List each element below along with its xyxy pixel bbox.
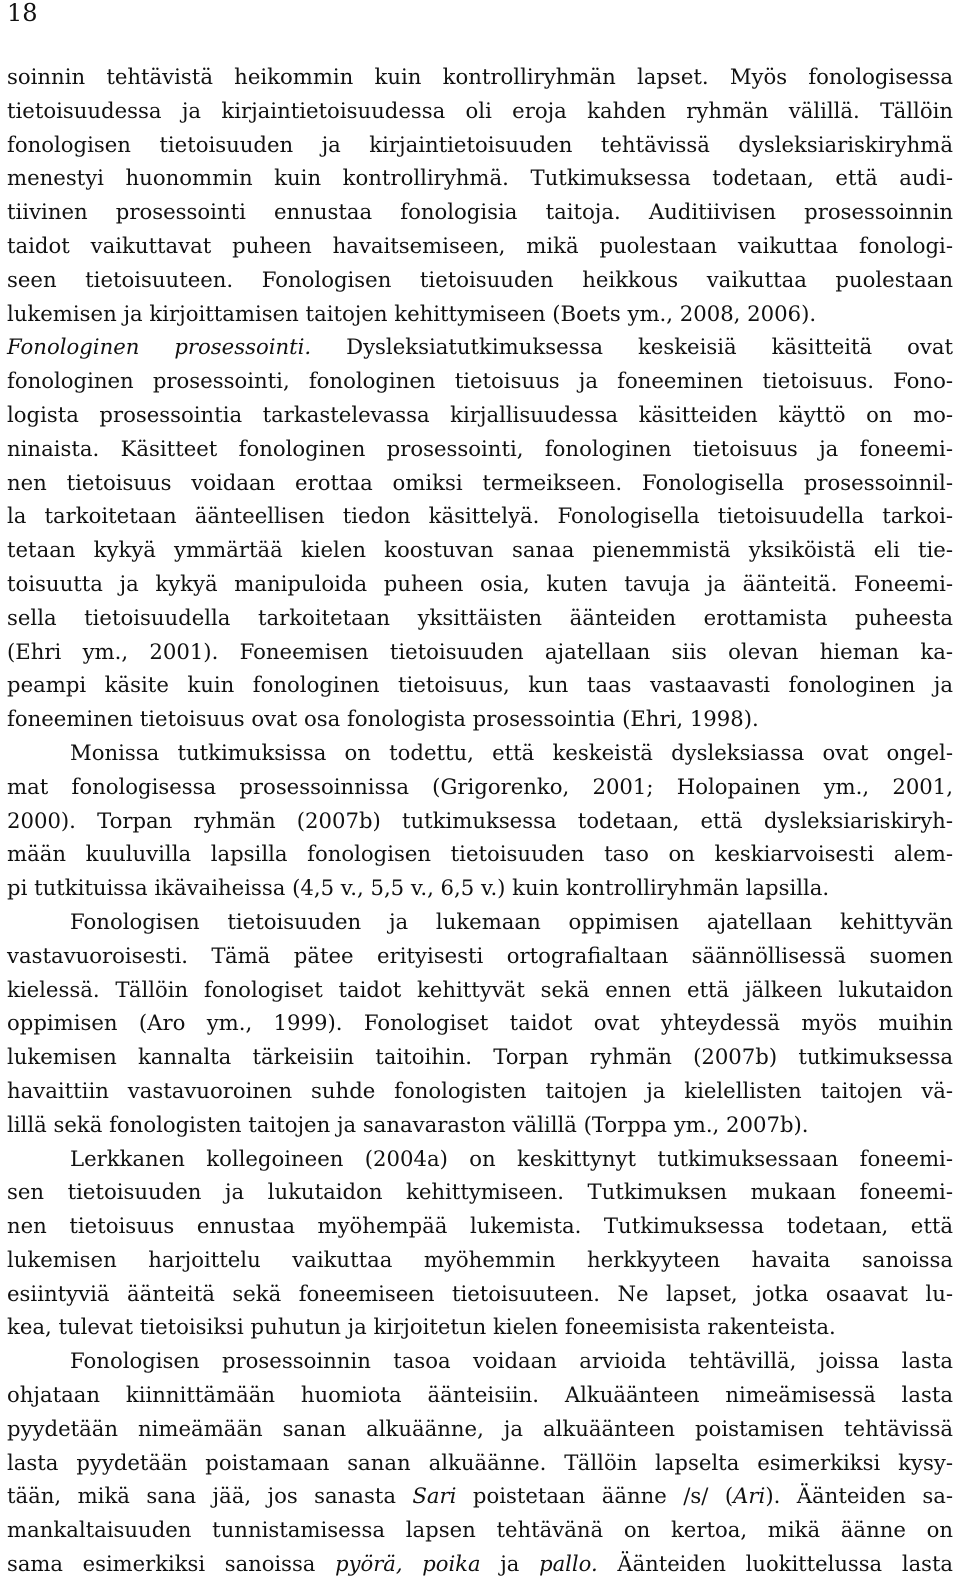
text-segment: poistetaan äänne /s/ ( <box>456 1483 734 1509</box>
text-segment: nen tietoisuus ennustaa myöhempää lukemista. Tutkimuksessa todetaan, että <box>7 1213 953 1239</box>
text-segment: vastavuoroisesti. Tämä pätee erityisesti ortografialtaan säännöllisessä suomen <box>7 942 953 968</box>
page-number: 18 <box>7 0 38 27</box>
paragraph <box>7 60 953 330</box>
text-segment: 2000). Torpan ryhmän (2007b) tutkimuksessa todetaan, että dysleksiariskiryh- <box>7 807 953 833</box>
text-line <box>7 973 953 1007</box>
text-segment: Dysleksiatutkimuksessa keskeisiä käsitteitä ovat <box>311 334 953 360</box>
text-segment: soinnin tehtävistä heikommin kuin kontrolliryhmän lapset. Myös fonologisessa <box>7 64 953 89</box>
text-line <box>7 668 953 702</box>
text-line <box>7 94 953 128</box>
paragraph <box>7 736 953 905</box>
text-line <box>7 770 953 804</box>
text-segment: kielessä. Tällöin fonologiset taidot kehittyvät sekä ennen että jälkeen lukutaidon <box>7 976 953 1002</box>
text-segment: ). Äänteiden sa- <box>765 1483 953 1509</box>
text-line <box>7 364 953 398</box>
text-line <box>7 330 953 364</box>
text-line <box>7 263 953 297</box>
text-segment: ohjataan kiinnittämään huomiota äänteisiin. Alkuäänteen nimeämisessä lasta <box>7 1382 953 1408</box>
paragraph <box>7 1344 953 1581</box>
text-line <box>7 1446 953 1480</box>
text-segment: nen tietoisuus voidaan erottaa omiksi termeikseen. Fonologisella prosessoinnil- <box>7 469 953 495</box>
text-segment: fonologinen prosessointi, fonologinen tietoisuus ja foneeminen tietoisuus. Fono- <box>7 368 953 394</box>
text-segment: ja <box>480 1551 540 1577</box>
italic-text: Fonologinen prosessointi. <box>7 334 312 360</box>
text-segment: fonologisen tietoisuuden ja kirjaintietoisuuden tehtävissä dysleksiariskiryhmä <box>7 131 953 157</box>
text-segment: lukemisen ja kirjoittamisen taitojen kehittymiseen (Boets ym., 2008, 2006). <box>7 300 817 326</box>
text-segment: pi tutkituissa ikävaiheissa (4,5 v., 5,5 v., 6,5 v.) kuin kontrolliryhmän lapsilla. <box>7 875 830 901</box>
body-text <box>7 60 953 1581</box>
text-segment: oppimisen (Aro ym., 1999). Fonologiset taidot ovat yhteydessä myös muihin <box>7 1010 953 1036</box>
italic-text: pyörä, poika <box>335 1551 481 1577</box>
text-segment: Fonologisen tietoisuuden ja lukemaan oppimisen ajatellaan kehittyvän <box>70 908 953 934</box>
text-segment: ninaista. Käsitteet fonologinen prosessointi, fonologinen tietoisuus ja foneemi- <box>7 435 953 461</box>
text-line <box>7 1006 953 1040</box>
text-segment: sella tietoisuudella tarkoitetaan yksittäisten äänteiden erottamista puheesta <box>7 604 953 630</box>
text-line <box>7 905 953 939</box>
text-line <box>7 1108 953 1142</box>
text-segment: mat fonologisessa prosessoinnissa (Grigorenko, 2001; Holopainen ym., 2001, <box>7 773 953 799</box>
text-line <box>7 1344 953 1378</box>
text-line <box>7 466 953 500</box>
text-segment: foneeminen tietoisuus ovat osa fonologista prosessointia (Ehri, 1998). <box>7 706 759 732</box>
text-segment: seen tietoisuuteen. Fonologisen tietoisuuden heikkous vaikuttaa puolestaan <box>7 266 953 292</box>
text-segment: logista prosessointia tarkastelevassa kirjallisuudessa käsitteiden käyttö on mo- <box>7 401 953 427</box>
text-segment: tietoisuudessa ja kirjaintietoisuudessa oli eroja kahden ryhmän välillä. Tällöin <box>7 97 953 123</box>
text-segment: Monissa tutkimuksissa on todettu, että keskeistä dysleksiassa ovat ongel- <box>70 739 953 765</box>
paragraph <box>7 905 953 1142</box>
text-line <box>7 567 953 601</box>
text-line <box>7 702 953 736</box>
text-line <box>7 1378 953 1412</box>
text-segment: kea, tulevat tietoisiksi puhutun ja kirjoitetun kielen foneemisista rakenteista. <box>7 1314 836 1340</box>
text-line <box>7 635 953 669</box>
text-segment: lukemisen kannalta tärkeisiin taitoihin. Torpan ryhmän (2007b) tutkimuksessa <box>7 1044 953 1070</box>
text-segment: mankaltaisuuden tunnistamisessa lapsen tehtävänä on kertoa, mikä äänne on <box>7 1517 953 1543</box>
paragraph <box>7 330 953 736</box>
paragraph <box>7 1142 953 1345</box>
text-segment: Lerkkanen kollegoineen (2004a) on keskittynyt tutkimuksessaan foneemi- <box>70 1145 953 1171</box>
italic-text: Sari <box>412 1483 457 1509</box>
text-segment: (Ehri ym., 2001). Foneemisen tietoisuuden ajatellaan siis olevan hieman ka- <box>7 638 953 664</box>
text-segment: tiivinen prosessointi ennustaa fonologisia taitoja. Auditiivisen prosessoinnin <box>7 199 953 225</box>
text-line <box>7 871 953 905</box>
text-line <box>7 128 953 162</box>
text-segment: menestyi huonommin kuin kontrolliryhmä. Tutkimuksessa todetaan, että audi- <box>7 165 953 191</box>
text-line <box>7 1209 953 1243</box>
text-segment: toisuutta ja kykyä manipuloida puheen osia, kuten tavuja ja äänteitä. Foneemi- <box>7 570 953 596</box>
text-line <box>7 195 953 229</box>
text-segment: sama esimerkiksi sanoissa <box>7 1551 336 1577</box>
text-line <box>7 398 953 432</box>
text-line <box>7 161 953 195</box>
text-segment: lillä sekä fonologisten taitojen ja sanavaraston välillä (Torppa ym., 2007b). <box>7 1111 809 1137</box>
text-line <box>7 1277 953 1311</box>
text-line <box>7 1513 953 1547</box>
text-segment: lasta pyydetään poistamaan sanan alkuäänne. Tällöin lapselta esimerkiksi kysy- <box>7 1449 953 1475</box>
text-segment: pyydetään nimeämään sanan alkuäänne, ja alkuäänteen poistamisen tehtävissä <box>7 1415 953 1441</box>
text-line <box>7 297 953 331</box>
text-line <box>7 499 953 533</box>
text-segment: lukemisen harjoittelu vaikuttaa myöhemmin herkkyyteen havaita sanoissa <box>7 1246 953 1272</box>
text-segment: mään kuuluvilla lapsilla fonologisen tietoisuuden taso on keskiarvoisesti alem- <box>7 841 953 867</box>
text-segment: peampi käsite kuin fonologinen tietoisuus, kun taas vastaavasti fonologinen ja <box>7 672 953 698</box>
text-line <box>7 1142 953 1176</box>
text-segment: taidot vaikuttavat puheen havaitsemiseen, mikä puolestaan vaikuttaa fonologi- <box>7 232 953 258</box>
text-segment: esiintyviä äänteitä sekä foneemiseen tietoisuuteen. Ne lapset, jotka osaavat lu- <box>7 1280 953 1306</box>
text-segment: tetaan kykyä ymmärtää kielen koostuvan sanaa pienemmistä yksiköistä eli tie- <box>7 537 953 563</box>
text-line <box>7 601 953 635</box>
text-line <box>7 229 953 263</box>
text-line <box>7 837 953 871</box>
text-line <box>7 1243 953 1277</box>
text-line <box>7 1547 953 1581</box>
text-line <box>7 1074 953 1108</box>
text-line <box>7 1040 953 1074</box>
text-segment: sen tietoisuuden ja lukutaidon kehittymiseen. Tutkimuksen mukaan foneemi- <box>7 1179 953 1205</box>
italic-text: pallo. <box>539 1551 598 1577</box>
text-line <box>7 1479 953 1513</box>
text-segment: Fonologisen prosessoinnin tasoa voidaan arvioida tehtävillä, joissa lasta <box>70 1348 953 1374</box>
text-line <box>7 939 953 973</box>
text-line <box>7 432 953 466</box>
text-segment: havaittiin vastavuoroinen suhde fonologisten taitojen ja kielellisten taitojen vä- <box>7 1077 953 1103</box>
text-segment: la tarkoitetaan äänteellisen tiedon käsittelyä. Fonologisella tietoisuudella tarkoi- <box>7 503 953 529</box>
text-line <box>7 60 953 94</box>
text-line <box>7 1175 953 1209</box>
italic-text: Ari <box>733 1483 766 1509</box>
text-line <box>7 533 953 567</box>
text-line <box>7 1412 953 1446</box>
text-line <box>7 804 953 838</box>
text-segment: tään, mikä sana jää, jos sanasta <box>7 1483 413 1509</box>
text-segment: Äänteiden luokittelussa lasta <box>597 1551 953 1577</box>
text-line <box>7 736 953 770</box>
text-line <box>7 1310 953 1344</box>
